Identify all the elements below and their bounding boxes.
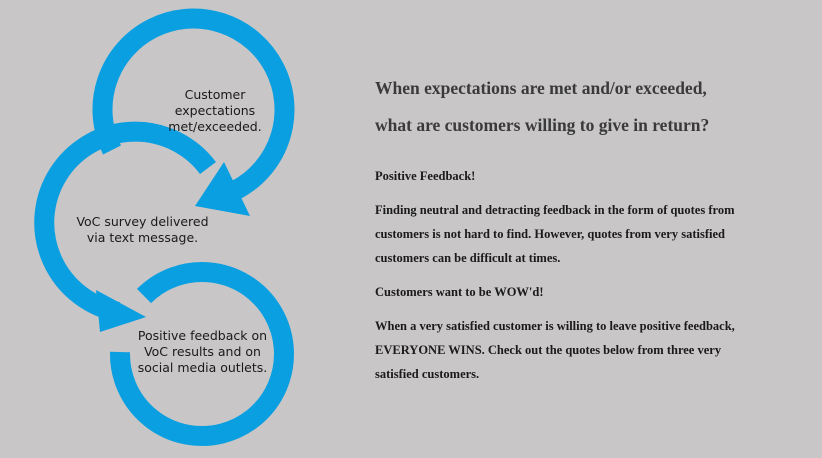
cycle-arrowhead-2	[96, 290, 146, 332]
text-panel	[375, 70, 795, 386]
paragraph-everyone-wins-line-1: When a very satisfied customer is willing to leave positive feedback,	[375, 319, 735, 333]
paragraph-wow: Customers want to be WOW'd!	[375, 285, 544, 299]
paragraph-finding-line-2: customers is not hard to find. However, quotes from very satisfied	[375, 227, 725, 241]
heading-line-2: what are customers willing to give in return?	[375, 115, 710, 135]
step-1-label: Customer expectations met/exceeded.	[168, 87, 262, 134]
paragraph-everyone-wins-line-2: EVERYONE WINS. Check out the quotes below from three very	[375, 343, 722, 357]
step-3-label: Positive feedback on VoC results and on social media outlets.	[137, 328, 268, 375]
paragraph-finding-line-3: customers can be difficult at times.	[375, 251, 561, 265]
paragraph-everyone-wins-line-3: satisfied customers.	[375, 367, 480, 381]
paragraph-everyone-wins	[375, 314, 795, 386]
paragraph-finding	[375, 198, 795, 270]
paragraph-positive-feedback: Positive Feedback!	[375, 169, 476, 183]
step-2-label: VoC survey delivered via text message.	[76, 214, 209, 245]
paragraph-finding-line-1: Finding neutral and detracting feedback in the form of quotes from	[375, 203, 735, 217]
heading-line-1: When expectations are met and/or exceeded,	[375, 78, 707, 98]
